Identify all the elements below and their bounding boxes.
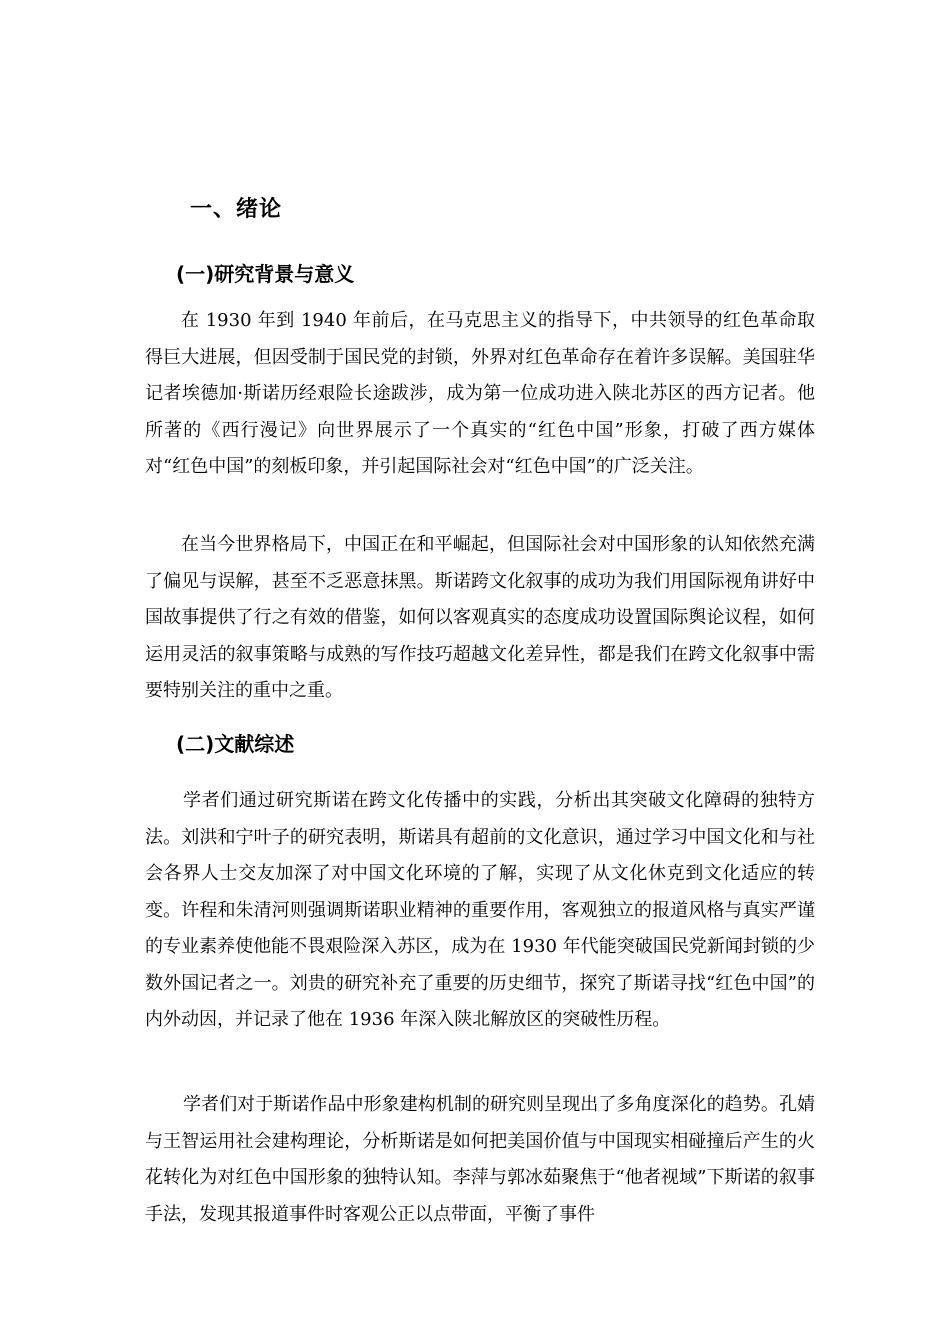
paragraph-text: 学者们通过研究斯诺在跨文化传播中的实践，分析出其突破文化障碍的独特方法。刘洪和宁叶子的研究表明，斯诺具有超前的文化意识，通过学习中国文化和与社会各界人士交友加深了对中国文化环境的了解，实现了从文化休克到文化适应的转变。许程和朱清河则强调斯诺职业精神的重要作用，客观独立的报道风格与真实严谨的专业素养使他能不畏艰险深入苏区，成为在 1930 年代能突破国民党新闻封锁的少数外国记者之一。刘贵的研究补充了重要的历史细节，探究了斯诺寻找“红色中国”的内外动因，并记录了他在 1936 年深入陕北解放区的突破性历程。 <box>145 790 815 1030</box>
section-heading-literature-review: (二)文献综述 <box>176 732 295 756</box>
chapter-heading: 一、绪论 <box>190 197 283 222</box>
paragraph-background-2 <box>145 527 815 710</box>
section-heading-background: (一)研究背景与意义 <box>176 262 355 286</box>
paragraph-text: 学者们对于斯诺作品中形象建构机制的研究则呈现出了多角度深化的趋势。孔婧与王智运用社会建构理论，分析斯诺是如何把美国价值与中国现实相碰撞后产生的火花转化为对红色中国形象的独特认知。李萍与郭冰茹聚焦于“他者视域”下斯诺的叙事手法，发现其报道事件时客观公正以点带面，平衡了事件 <box>145 1094 815 1225</box>
paragraph-text: 在 1930 年到 1940 年前后，在马克思主义的指导下，中共领导的红色革命取得巨大进展，但因受制于国民党的封锁，外界对红色革命存在着许多误解。美国驻华记者埃德加·斯诺历经艰险长途跋涉，成为第一位成功进入陕北苏区的西方记者。他所著的《西行漫记》向世界展示了一个真实的“红色中国”形象，打破了西方媒体对“红色中国”的刻板印象，并引起国际社会对“红色中国”的广泛关注。 <box>145 310 815 477</box>
paragraph-background-1 <box>145 303 815 486</box>
paragraph-literature-1 <box>145 783 815 1039</box>
paragraph-literature-2 <box>145 1087 815 1233</box>
paragraph-text: 在当今世界格局下，中国正在和平崛起，但国际社会对中国形象的认知依然充满了偏见与误解，甚至不乏恶意抹黑。斯诺跨文化叙事的成功为我们用国际视角讲好中国故事提供了行之有效的借鉴，如何以客观真实的态度成功设置国际舆论议程，如何运用灵活的叙事策略与成熟的写作技巧超越文化差异性，都是我们在跨文化叙事中需要特别关注的重中之重。 <box>145 534 815 701</box>
